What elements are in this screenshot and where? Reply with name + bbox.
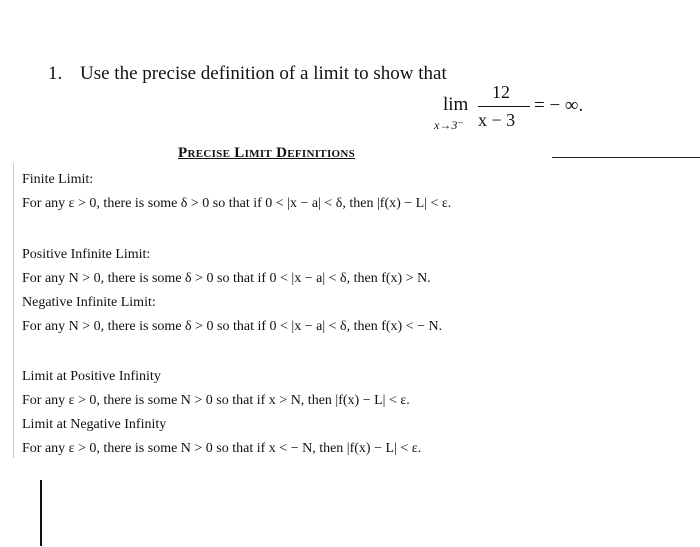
problem-instruction: Use the precise definition of a limit to show that xyxy=(80,63,447,84)
limit-at-negative-infinity-text: For any ε > 0, there is some N > 0 so that if x < − N, then |f(x) − L| < ε. xyxy=(22,441,422,456)
positive-infinite-limit-label: Positive Infinite Limit: xyxy=(22,247,151,262)
limit-expression xyxy=(434,84,604,134)
text-cursor-line xyxy=(40,480,42,546)
limit-result: = − ∞. xyxy=(534,95,584,116)
left-margin-rule xyxy=(13,163,14,458)
lim-subscript: x→3⁻ xyxy=(434,118,464,132)
negative-infinite-limit-text: For any N > 0, there is some δ > 0 so that if 0 < |x − a| < δ, then f(x) < − N. xyxy=(22,319,443,334)
limit-at-positive-infinity-text: For any ε > 0, there is some N > 0 so that if x > N, then |f(x) − L| < ε. xyxy=(22,393,410,408)
positive-infinite-limit-text: For any N > 0, there is some δ > 0 so that if 0 < |x − a| < δ, then f(x) > N. xyxy=(22,271,431,286)
limit-at-negative-infinity-label: Limit at Negative Infinity xyxy=(22,417,167,432)
lim-word: lim xyxy=(443,94,469,115)
definitions-title: Precise Limit Definitions xyxy=(178,145,356,161)
finite-limit-label: Finite Limit: xyxy=(22,172,94,187)
fraction-bar xyxy=(478,106,530,107)
negative-infinite-limit-label: Negative Infinite Limit: xyxy=(22,295,156,310)
fraction-numerator: 12 xyxy=(492,82,510,102)
finite-limit-text: For any ε > 0, there is some δ > 0 so that if 0 < |x − a| < δ, then |f(x) − L| < ε. xyxy=(22,196,452,211)
limit-at-positive-infinity-label: Limit at Positive Infinity xyxy=(22,369,161,384)
answer-blank-line xyxy=(552,157,700,158)
fraction-denominator: x − 3 xyxy=(478,110,516,130)
problem-number: 1. xyxy=(48,63,63,84)
